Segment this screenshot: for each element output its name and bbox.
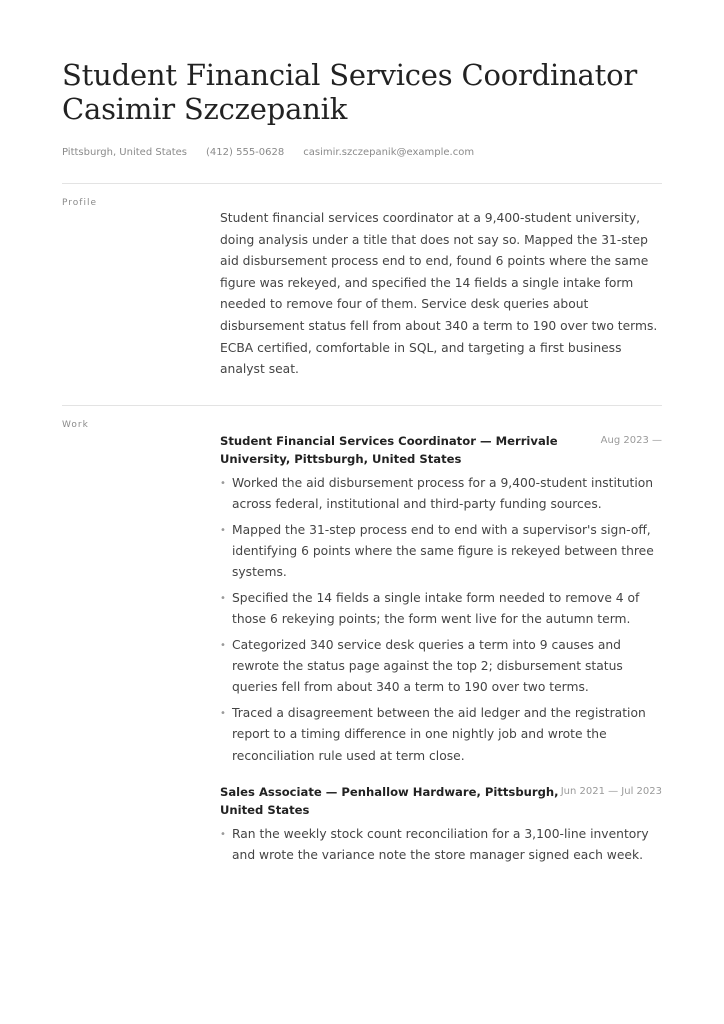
job-bullet [220, 473, 662, 516]
job-dates: Jun 2021 — Jul 2023 [560, 786, 662, 798]
job-bullet [220, 635, 662, 699]
bullet-text: Specified the 14 fields a single intake form needed to remove 4 of those 6 rekeying points; the form went live for the autumn term. [232, 590, 640, 627]
job-bullet [220, 520, 662, 584]
bullet-dot-icon: • [220, 829, 226, 841]
page-title [62, 58, 662, 126]
bullet-dot-icon: • [220, 639, 226, 651]
contact-line [62, 147, 662, 158]
bullet-dot-icon: • [220, 524, 226, 536]
job-bullets [220, 473, 662, 767]
contact-location: Pittsburgh, United States [62, 147, 188, 158]
title-name: Casimir Szczepanik [62, 92, 348, 126]
contact-email: casimir.szczepanik@example.com [303, 147, 475, 158]
job-entry [220, 432, 662, 767]
job-bullets [220, 824, 662, 867]
work-section [62, 405, 662, 867]
work-label: Work [62, 419, 89, 430]
job-bullet [220, 824, 662, 867]
profile-section [62, 183, 662, 405]
job-title: Student Financial Services Coordinator — Merrivale University, Pittsburgh, United States [220, 433, 558, 466]
bullet-dot-icon: • [220, 592, 226, 604]
bullet-dot-icon: • [220, 477, 226, 489]
job-title: Sales Associate — Penhallow Hardware, Pittsburgh, United States [220, 785, 559, 818]
title-role: Student Financial Services Coordinator [62, 58, 638, 92]
job-dates: Aug 2023 — [600, 434, 662, 446]
bullet-dot-icon: • [220, 707, 226, 719]
bullet-text: Worked the aid disbursement process for a 9,400-student institution across federal, institutional and third-party funding sources. [232, 475, 654, 512]
job-entry [220, 783, 662, 867]
bullet-text: Ran the weekly stock count reconciliation for a 3,100-line inventory and wrote the variance note the store manager signed each week. [232, 827, 649, 863]
contact-phone: (412) 555-0628 [206, 147, 285, 158]
bullet-text: Categorized 340 service desk queries a term into 9 causes and rewrote the status page against the top 2; disbursement status queries fell from about 340 a term to 190 over two terms. [232, 637, 623, 695]
bullet-text: Mapped the 31-step process end to end with a supervisor's sign-off, identifying 6 points where the same figure is rekeyed between three systems. [232, 522, 654, 580]
profile-label: Profile [62, 198, 97, 208]
job-bullet [220, 588, 662, 631]
bullet-text: Traced a disagreement between the aid ledger and the registration report to a timing difference in one nightly job and wrote the reconciliation rule used at term close. [232, 705, 646, 763]
resume-header [62, 0, 662, 158]
profile-text: Student financial services coordinator at a 9,400-student university, doing analysis under a title that does not say so. Mapped the 31-step aid disbursement process end to end, found 6 points where the same figure was rekeyed, and specified the 14 fields a single intake form needed to remove four of them. Service desk queries about disbursement status fell from about 340 a term to 190 over two terms. ECBA certified, comfortable in SQL, and targeting a first business analyst seat. [220, 211, 658, 377]
job-bullet [220, 703, 662, 767]
